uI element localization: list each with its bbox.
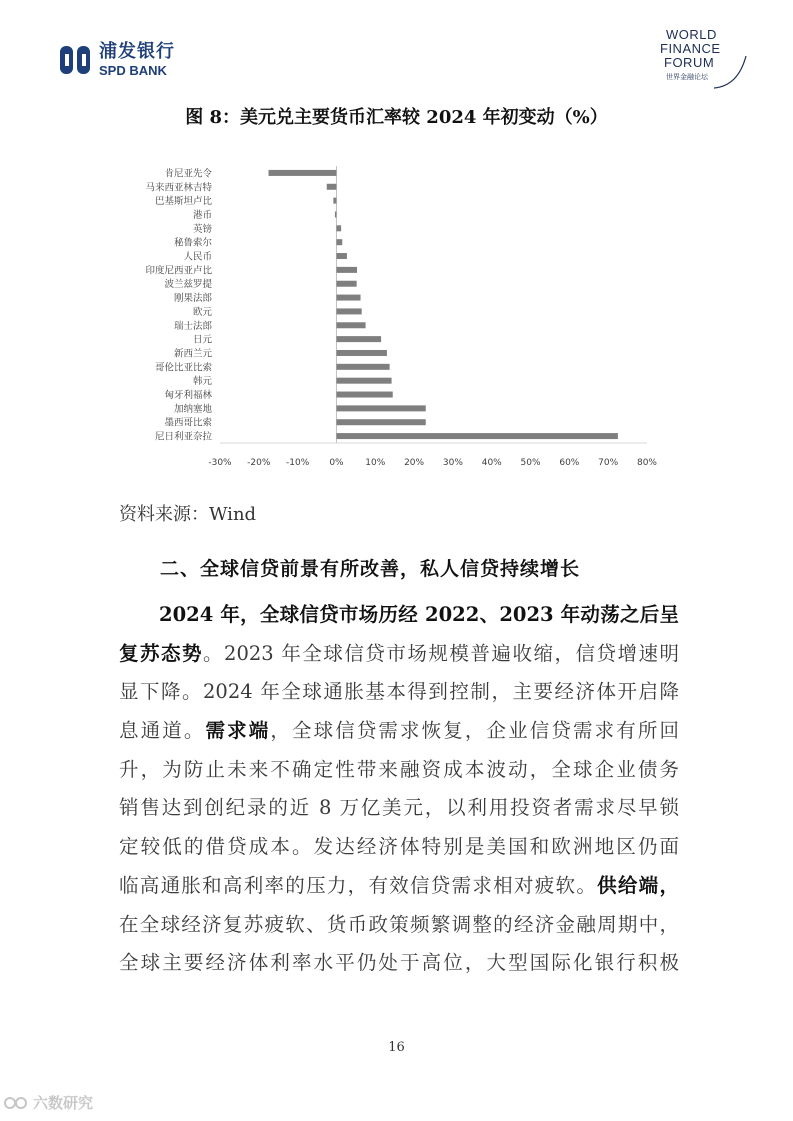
wff-arc-icon [652,28,752,98]
wff-line-2: FINANCE [660,41,721,56]
bar-16 [336,392,392,398]
wff-line-1: WORLD [666,27,717,42]
figure-title: 图 8：美元兑主要货币汇率较 2024 年初变动（%） [185,107,608,128]
paragraph-line: 复苏态势。2023 年全球信贷市场规模普遍收缩，信贷增速明 [119,641,679,665]
bar-12 [336,336,381,342]
x-tick-label-8: 50% [520,458,541,468]
category-label-17: 加纳塞地 [173,403,212,415]
paragraph-line: 2024 年，全球信贷市场历经 2022、2023 年动荡之后呈 [159,603,679,626]
category-label-4: 英镑 [192,223,212,235]
x-tick-label-9: 60% [559,458,580,468]
bar-17 [336,405,425,411]
bar-6 [336,253,346,259]
category-label-3: 港币 [192,209,212,221]
category-label-10: 欧元 [192,306,212,318]
category-label-13: 新西兰元 [173,348,212,360]
category-label-15: 韩元 [192,376,212,388]
x-tick-label-4: 10% [365,458,386,468]
spd-logo-en: SPD BANK [99,63,167,78]
spd-logo-cn: 浦发银行 [99,41,175,62]
spd-logo-icon [58,42,94,78]
paragraph-line: 销售达到创纪录的近 8 万亿美元，以利用投资者需求尽早锁 [119,796,679,820]
bar-19 [336,433,617,439]
wff-line-3: FORUM [664,55,715,70]
category-label-2: 巴基斯坦卢比 [154,196,212,208]
x-tick-label-2: -10% [286,458,310,468]
category-label-9: 刚果法郎 [173,293,212,305]
category-label-11: 瑞士法郎 [173,320,212,332]
bar-4 [336,225,341,231]
bar-13 [336,350,386,356]
bar-18 [336,419,425,425]
category-label-16: 匈牙利福林 [164,390,212,402]
section-heading: 二、全球信贷前景有所改善，私人信贷持续增长 [160,558,581,580]
category-label-7: 印度尼西亚卢比 [145,265,212,277]
bar-5 [336,239,342,245]
page-number: 16 [388,1040,405,1055]
page-header [0,0,793,100]
wff-logo-cn: 世界金融论坛 [666,73,708,81]
paragraph-line: 息通道。需求端，全球信贷需求恢复，企业信贷需求有所回 [119,719,679,743]
category-label-1: 马来西亚林吉特 [145,182,212,194]
x-tick-label-1: -20% [247,458,271,468]
bar-8 [336,281,356,287]
paragraph-line: 升，为防止未来不确定性带来融资成本波动，全球企业债务 [119,757,679,781]
category-label-18: 墨西哥比索 [164,417,212,429]
chart-source: 资料来源：Wind [119,504,257,525]
x-tick-label-6: 30% [442,458,463,468]
paragraph-line: 定较低的借贷成本。发达经济体特别是美国和欧洲地区仍面 [119,835,679,859]
bar-9 [336,295,360,301]
x-tick-label-5: 20% [404,458,425,468]
x-tick-label-11: 80% [636,458,658,468]
x-tick-label-7: 40% [481,458,502,468]
x-tick-label-0: -30% [208,458,232,468]
category-label-19: 尼日利亚奈拉 [154,431,212,443]
category-label-6: 人民币 [183,251,212,263]
exchange-rate-bar-chart [130,160,660,470]
bar-14 [336,364,389,370]
watermark [4,1092,93,1113]
category-label-8: 波兰兹罗提 [164,279,212,291]
paragraph-line: 显下降。2024 年全球通胀基本得到控制，主要经济体开启降 [119,680,679,704]
watermark-logo-icon [4,1095,30,1111]
category-label-12: 日元 [192,334,212,346]
bar-1 [327,184,337,190]
bar-2 [333,198,336,204]
paragraph-line: 临高通胀和高利率的压力，有效信贷需求相对疲软。供给端， [119,873,679,897]
x-tick-label-10: 70% [598,458,619,468]
body-paragraph [119,596,679,983]
bar-3 [335,211,337,217]
bar-15 [336,378,391,384]
category-label-14: 哥伦比亚比索 [154,362,212,374]
spd-bank-logo [58,42,175,78]
category-label-0: 肯尼亚先令 [164,168,212,180]
watermark-text: 六数研究 [33,1094,94,1112]
x-tick-label-3: 0% [329,458,344,468]
paragraph-line: 在全球经济复苏疲软、货币政策频繁调整的经济金融周期中， [119,912,679,936]
paragraph-line: 全球主要经济体利率水平仍处于高位，大型国际化银行积极 [119,951,679,975]
bar-0 [269,170,337,176]
category-label-5: 秘鲁索尔 [173,237,212,249]
world-finance-forum-logo [652,28,752,98]
bar-11 [336,322,365,328]
bar-7 [336,267,357,273]
bar-10 [336,308,361,314]
